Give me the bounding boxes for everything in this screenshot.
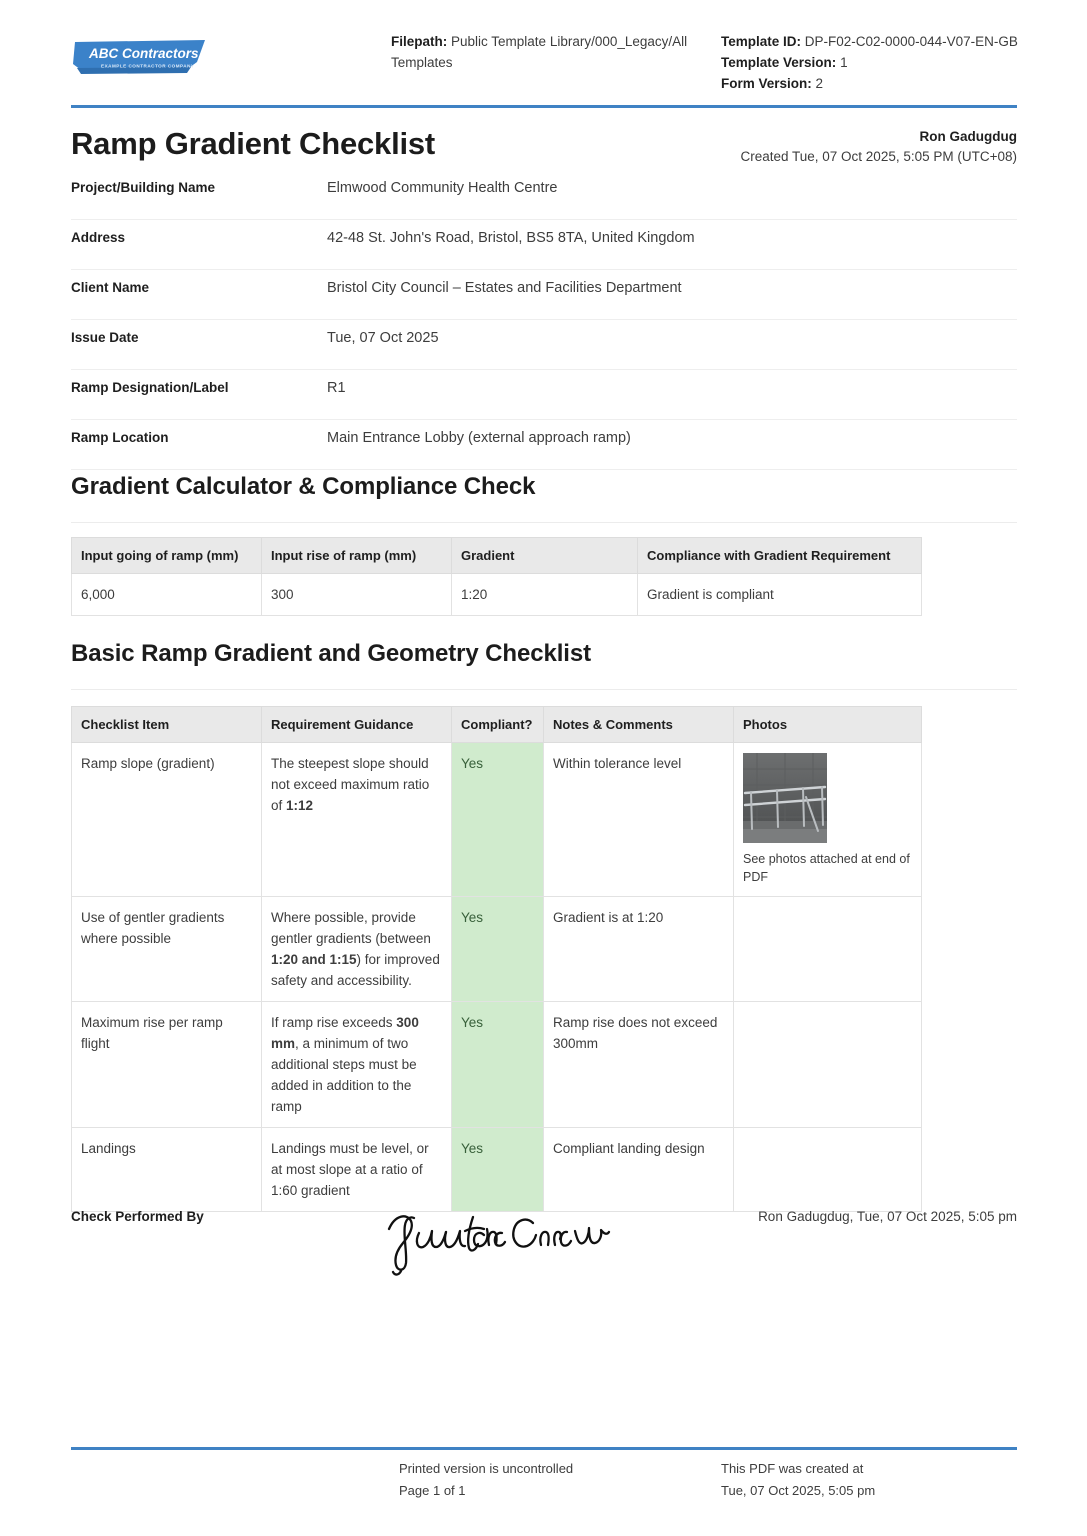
filepath-label: Filepath:	[391, 34, 448, 49]
form-version-label: Form Version:	[721, 76, 812, 91]
footer-pdf-notice: This PDF was created at	[721, 1461, 864, 1476]
checklist-table	[71, 706, 922, 1212]
column-header: Input rise of ramp (mm)	[262, 538, 452, 574]
field-list	[71, 170, 1017, 470]
signature-label: Check Performed By	[71, 1209, 204, 1224]
photo-caption: See photos attached at end of PDF	[743, 852, 910, 884]
notes-comments: Compliant landing design	[544, 1128, 734, 1212]
guidance-emphasis: 1:20 and 1:15	[271, 952, 357, 967]
field-value: Main Entrance Lobby (external approach ramp)	[327, 430, 631, 446]
template-version-row	[721, 52, 1031, 73]
signature-block	[71, 1207, 1017, 1297]
page-title: Ramp Gradient Checklist	[71, 126, 436, 161]
compliant-status: Yes	[452, 1002, 544, 1128]
table-cell: 300	[262, 574, 452, 616]
created-by: Ron Gadugdug	[919, 129, 1017, 144]
table-row	[72, 1002, 922, 1128]
footer-left	[399, 1458, 573, 1502]
gradient-section-heading-block	[71, 473, 1017, 523]
header-filepath	[391, 31, 691, 73]
requirement-guidance: If ramp rise exceeds 300 mm, a minimum of two additional steps must be added in addition to the ramp	[262, 1002, 452, 1128]
template-id-row	[721, 31, 1031, 52]
checklist-item: Use of gentler gradients where possible	[72, 897, 262, 1002]
requirement-guidance: Landings must be level, or at most slope at a ratio of 1:60 gradient	[262, 1128, 452, 1212]
requirement-guidance: The steepest slope should not exceed maximum ratio of 1:12	[262, 743, 452, 897]
section-separator	[71, 689, 1017, 690]
signed-by: Ron Gadugdug, Tue, 07 Oct 2025, 5:05 pm	[758, 1209, 1017, 1224]
template-id-label: Template ID:	[721, 34, 802, 49]
checklist-item: Landings	[72, 1128, 262, 1212]
table-row	[72, 574, 922, 616]
page-header	[0, 0, 1087, 108]
table-cell: 1:20	[452, 574, 638, 616]
field-label: Address	[71, 230, 126, 245]
signature-image	[381, 1199, 611, 1279]
notes-comments: Gradient is at 1:20	[544, 897, 734, 1002]
footer-right	[721, 1458, 875, 1502]
compliant-status: Yes	[452, 1128, 544, 1212]
template-version-value: 1	[840, 55, 848, 70]
column-header: Checklist Item	[72, 707, 262, 743]
checklist-item: Ramp slope (gradient)	[72, 743, 262, 897]
company-logo	[71, 38, 209, 76]
checklist-item: Maximum rise per ramp flight	[72, 1002, 262, 1128]
filepath-value: Public Template Library/000_Legacy/All Templates	[391, 34, 688, 70]
svg-text:ABC Contractors: ABC Contractors	[89, 46, 199, 61]
template-id-value: DP-F02-C02-0000-044-V07-EN-GB	[804, 34, 1018, 49]
photos-cell	[734, 1128, 922, 1212]
guidance-emphasis: 300 mm	[271, 1015, 419, 1051]
field-value: Tue, 07 Oct 2025	[327, 330, 439, 346]
checklist-section-heading: Basic Ramp Gradient and Geometry Checklist	[71, 640, 591, 667]
notes-comments: Ramp rise does not exceed 300mm	[544, 1002, 734, 1128]
requirement-guidance: Where possible, provide gentler gradients (between 1:20 and 1:15) for improved safety and accessibility.	[262, 897, 452, 1002]
field-label: Ramp Location	[71, 430, 169, 445]
field-row	[71, 170, 1017, 220]
footer-pdf-timestamp: Tue, 07 Oct 2025, 5:05 pm	[721, 1483, 876, 1498]
form-version-row	[721, 73, 1031, 94]
form-version-value: 2	[815, 76, 824, 91]
svg-text:EXAMPLE CONTRACTOR COMPANY: EXAMPLE CONTRACTOR COMPANY	[101, 63, 195, 69]
template-version-label: Template Version:	[721, 55, 837, 70]
field-value: R1	[327, 380, 346, 396]
field-label: Client Name	[71, 280, 150, 295]
checklist-section-heading-block	[71, 640, 1017, 690]
guidance-emphasis: 1:12	[286, 798, 314, 813]
photo-thumbnail[interactable]	[743, 753, 912, 843]
header-template-info	[721, 31, 1031, 94]
field-row	[71, 320, 1017, 370]
table-row	[72, 743, 922, 897]
photos-cell	[734, 1002, 922, 1128]
table-cell: 6,000	[72, 574, 262, 616]
field-label: Issue Date	[71, 330, 139, 345]
document-meta	[740, 127, 1017, 167]
compliant-status: Yes	[452, 897, 544, 1002]
field-label: Project/Building Name	[71, 180, 216, 195]
field-label: Ramp Designation/Label	[71, 380, 229, 395]
footer-page-number: Page 1 of 1	[399, 1483, 466, 1498]
column-header: Gradient	[452, 538, 638, 574]
gradient-section-heading: Gradient Calculator & Compliance Check	[71, 473, 536, 500]
created-at: Created Tue, 07 Oct 2025, 5:05 PM (UTC+08)	[740, 149, 1017, 164]
section-separator	[71, 522, 1017, 523]
field-row	[71, 420, 1017, 470]
column-header: Requirement Guidance	[262, 707, 452, 743]
table-header-row	[72, 538, 922, 574]
column-header: Compliant?	[452, 707, 544, 743]
footer-print-notice: Printed version is uncontrolled	[399, 1461, 574, 1476]
table-row	[72, 897, 922, 1002]
header-divider	[71, 105, 1017, 108]
compliant-status: Yes	[452, 743, 544, 897]
table-cell: Gradient is compliant	[638, 574, 922, 616]
field-row	[71, 270, 1017, 320]
column-header: Input going of ramp (mm)	[72, 538, 262, 574]
field-row	[71, 220, 1017, 270]
table-header-row	[72, 707, 922, 743]
footer-divider	[71, 1447, 1017, 1450]
column-header: Compliance with Gradient Requirement	[638, 538, 922, 574]
field-value: 42-48 St. John's Road, Bristol, BS5 8TA, United Kingdom	[327, 230, 695, 246]
photos-cell	[734, 897, 922, 1002]
gradient-calculator-table	[71, 537, 922, 616]
column-header: Notes & Comments	[544, 707, 734, 743]
column-header: Photos	[734, 707, 922, 743]
photos-cell	[734, 743, 922, 897]
field-row	[71, 370, 1017, 420]
field-value: Bristol City Council – Estates and Facilities Department	[327, 280, 682, 296]
notes-comments: Within tolerance level	[544, 743, 734, 897]
field-value: Elmwood Community Health Centre	[327, 180, 558, 196]
